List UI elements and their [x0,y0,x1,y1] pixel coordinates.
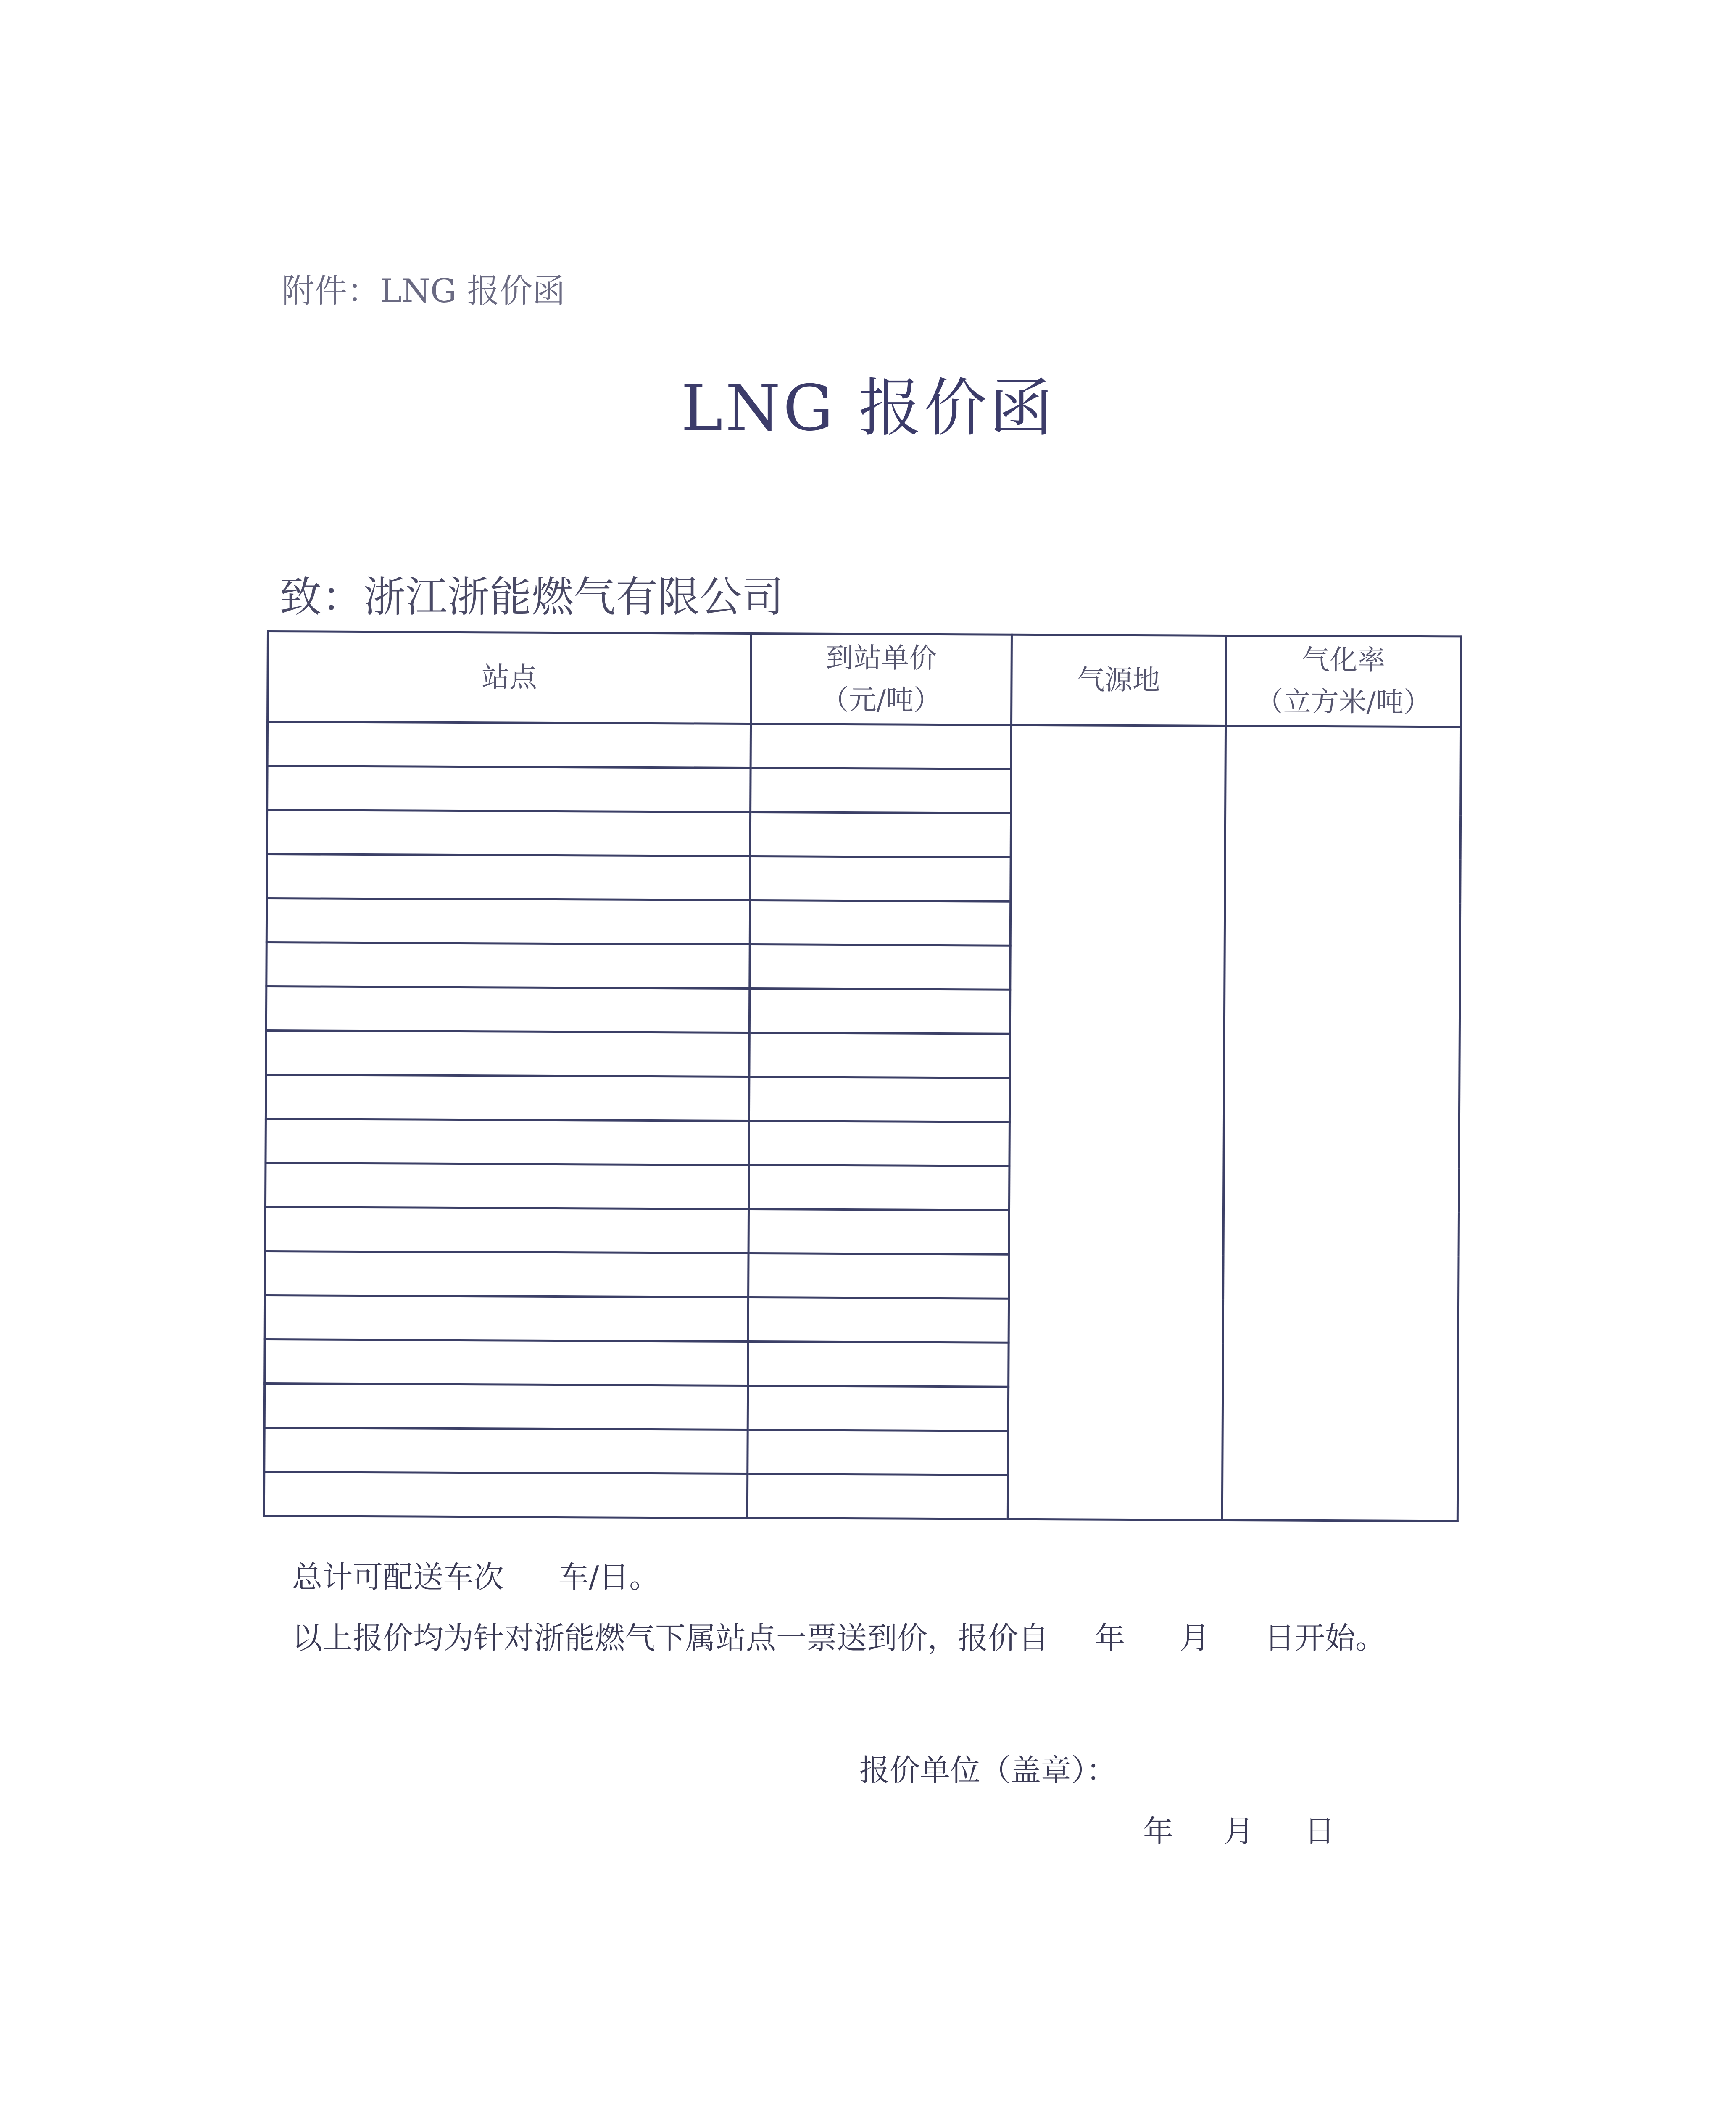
station-cell[interactable] [264,1383,748,1430]
quoter-label: 报价单位（盖章）： [859,1753,1117,1788]
unit-price-cell[interactable] [749,1033,1010,1078]
unit-price-cell[interactable] [750,945,1010,990]
gasification-rate-cell[interactable] [1222,726,1461,1521]
unit-price-cell[interactable] [749,1121,1009,1166]
statement-prefix: 以上报价均为针对浙能燃气下属站点一票送到价，报价自 [292,1620,1049,1656]
unit-price-cell[interactable] [750,856,1011,902]
unit-price-cell[interactable] [747,1474,1008,1519]
station-cell[interactable] [264,1472,747,1518]
header-gas-source: 气源地 [1012,635,1226,726]
header-unit-price-unit: （元/吨） [821,683,942,717]
header-station: 站点 [268,632,751,724]
unit-price-cell[interactable] [751,724,1011,769]
statement-month: 月 [1180,1620,1210,1656]
station-cell[interactable] [266,943,750,989]
station-cell[interactable] [266,987,749,1033]
page-title: LNG 报价函 [681,372,1055,445]
unit-price-cell[interactable] [748,1342,1009,1387]
recipient-line: 致：浙江浙能燃气有限公司 [279,572,784,621]
unit-price-cell[interactable] [749,1077,1009,1122]
quote-statement [292,1614,1386,1657]
station-cell[interactable] [264,1427,748,1474]
total-trips-prefix: 总计可配送车次 [292,1559,504,1595]
station-cell[interactable] [267,810,750,856]
unit-price-cell[interactable] [750,812,1011,858]
table-header-row [268,632,1462,727]
unit-price-cell[interactable] [748,1209,1009,1255]
signature-day: 日 [1304,1814,1335,1849]
unit-price-cell[interactable] [749,1165,1009,1211]
station-cell[interactable] [266,1163,749,1209]
total-trips-suffix: 车/日。 [558,1559,660,1595]
station-cell[interactable] [265,1339,748,1385]
header-unit-price-label: 到站单价 [826,641,937,674]
header-unit-price [751,634,1012,725]
station-cell[interactable] [266,898,750,945]
unit-price-cell[interactable] [748,1253,1009,1299]
header-gasification-rate-unit: （立方米/吨） [1255,685,1432,719]
header-gasification-rate-label: 气化率 [1302,643,1386,677]
quote-table [263,630,1462,1522]
unit-price-cell[interactable] [748,1298,1009,1343]
station-cell[interactable] [266,1031,749,1077]
signature-date [1143,1807,1335,1851]
gas-source-cell[interactable] [1008,725,1225,1520]
table-row [267,722,1461,771]
station-cell[interactable] [267,854,750,900]
station-cell[interactable] [267,722,751,768]
station-cell[interactable] [265,1295,748,1341]
unit-price-cell[interactable] [749,989,1010,1034]
unit-price-cell[interactable] [748,1430,1008,1475]
table-body [264,722,1461,1521]
unit-price-cell[interactable] [748,1386,1008,1431]
statement-suffix: 日开始。 [1264,1620,1386,1656]
attachment-label: 附件：LNG 报价函 [282,272,566,310]
station-cell[interactable] [265,1251,748,1297]
signature-year: 年 [1143,1814,1174,1849]
unit-price-cell[interactable] [751,768,1011,814]
station-cell[interactable] [266,1119,749,1165]
header-gasification-rate [1226,635,1462,727]
station-cell[interactable] [267,766,751,812]
total-trips-line [292,1553,659,1596]
statement-year: 年 [1095,1620,1125,1656]
unit-price-cell[interactable] [750,900,1010,946]
station-cell[interactable] [266,1075,749,1121]
signature-month: 月 [1224,1814,1254,1849]
station-cell[interactable] [265,1207,748,1253]
